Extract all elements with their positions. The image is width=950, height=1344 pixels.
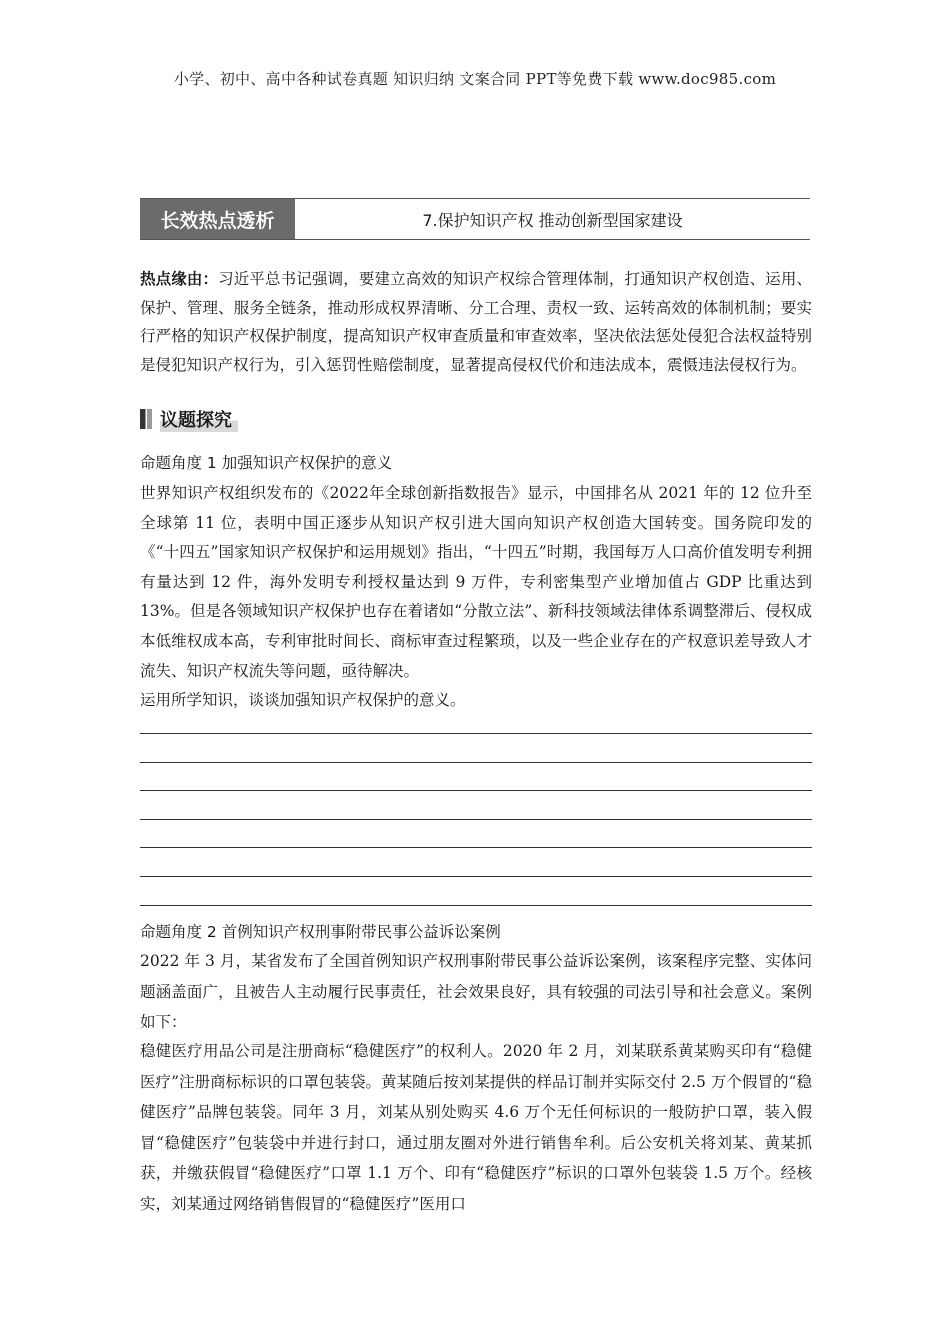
origin-text: 习近平总书记强调，要建立高效的知识产权综合管理体制，打通知识产权创造、运用、保护、管理、服务全链条，推动形成权界清晰、分工合理、责权一致、运转高效的体制机制；要实行严格的知识产权保护制度，提高知识产权审查质量和审查效率，坚决依法惩处侵犯合法权益特别是侵犯知识产权行为，引入惩罚性赔偿制度，显著提高侵权代价和违法成本，震慑违法侵权行为。	[140, 270, 812, 374]
answer-line[interactable]	[140, 905, 812, 906]
angle1-question: 运用所学知识，谈谈加强知识产权保护的意义。	[140, 691, 466, 709]
banner-label: 长效热点透析	[140, 199, 295, 239]
answer-line[interactable]	[140, 876, 812, 877]
angle2-intro: 2022 年 3 月，某省发布了全国首例知识产权刑事附带民事公益诉讼案例，该案程序完整、实体问题涵盖面广，且被告人主动履行民事责任，社会效果良好，具有较强的司法引导和社会意义。案例如下：	[140, 952, 812, 1032]
hotspot-origin	[140, 265, 812, 379]
angle2-case: 稳健医疗用品公司是注册商标“稳健医疗”的权利人。2020 年 2 月，刘某联系黄某购买印有“稳健医疗”注册商标标识的口罩包装袋。黄某随后按刘某提供的样品订制并实际交付 2.5 万个假冒的“稳健医疗”品牌包装袋。同年 3 月，刘某从别处购买 4.6 万个无任何标识的一般防护口罩，装入假冒“稳健医疗”包装袋中并进行封口，通过朋友圈对外进行销售牟利。后公安机关将刘某、黄某抓获，并缴获假冒“稳健医疗”口罩 1.1 万个、印有“稳健医疗”标识的口罩外包装袋 1.5 万个。经核实，刘某通过网络销售假冒的“稳健医疗”医用口	[140, 1042, 812, 1213]
answer-line[interactable]	[140, 819, 812, 820]
answer-lines[interactable]	[140, 733, 812, 933]
angle1-title: 命题角度 1 加强知识产权保护的意义	[140, 454, 393, 472]
answer-line[interactable]	[140, 790, 812, 791]
section-banner	[140, 198, 810, 240]
page-header: 小学、初中、高中各种试卷真题 知识归纳 文案合同 PPT等免费下载 www.doc985.com	[173, 70, 777, 88]
origin-label: 热点缘由：	[140, 270, 219, 288]
angle1-text: 世界知识产权组织发布的《2022年全球创新指数报告》显示，中国排名从 2021 年的 12 位升至全球第 11 位，表明中国正逐步从知识产权引进大国向知识产权创造大国转变。国务院印发的《“十四五”国家知识产权保护和运用规划》指出，“十四五”时期，我国每万人口高价值发明专利拥有量达到 12 件，海外发明专利授权量达到 9 万件，专利密集型产业增加值占 GDP 比重达到 13%。但是各领域知识产权保护也存在着诸如“分散立法”、新科技领域法律体系调整滞后、侵权成本低维权成本高，专利审批时间长、商标审查过程繁琐，以及一些企业存在的产权意识差导致人才流失、知识产权流失等问题，亟待解决。	[140, 484, 812, 680]
subhead-marker-icon	[140, 409, 152, 429]
subhead-title: 议题探究	[160, 406, 238, 432]
answer-line[interactable]	[140, 847, 812, 848]
subhead	[140, 407, 238, 431]
banner-title: 7.保护知识产权 推动创新型国家建设	[422, 210, 683, 230]
angle2-title: 命题角度 2 首例知识产权刑事附带民事公益诉讼案例	[140, 923, 501, 941]
answer-line[interactable]	[140, 762, 812, 763]
answer-line[interactable]	[140, 733, 812, 734]
